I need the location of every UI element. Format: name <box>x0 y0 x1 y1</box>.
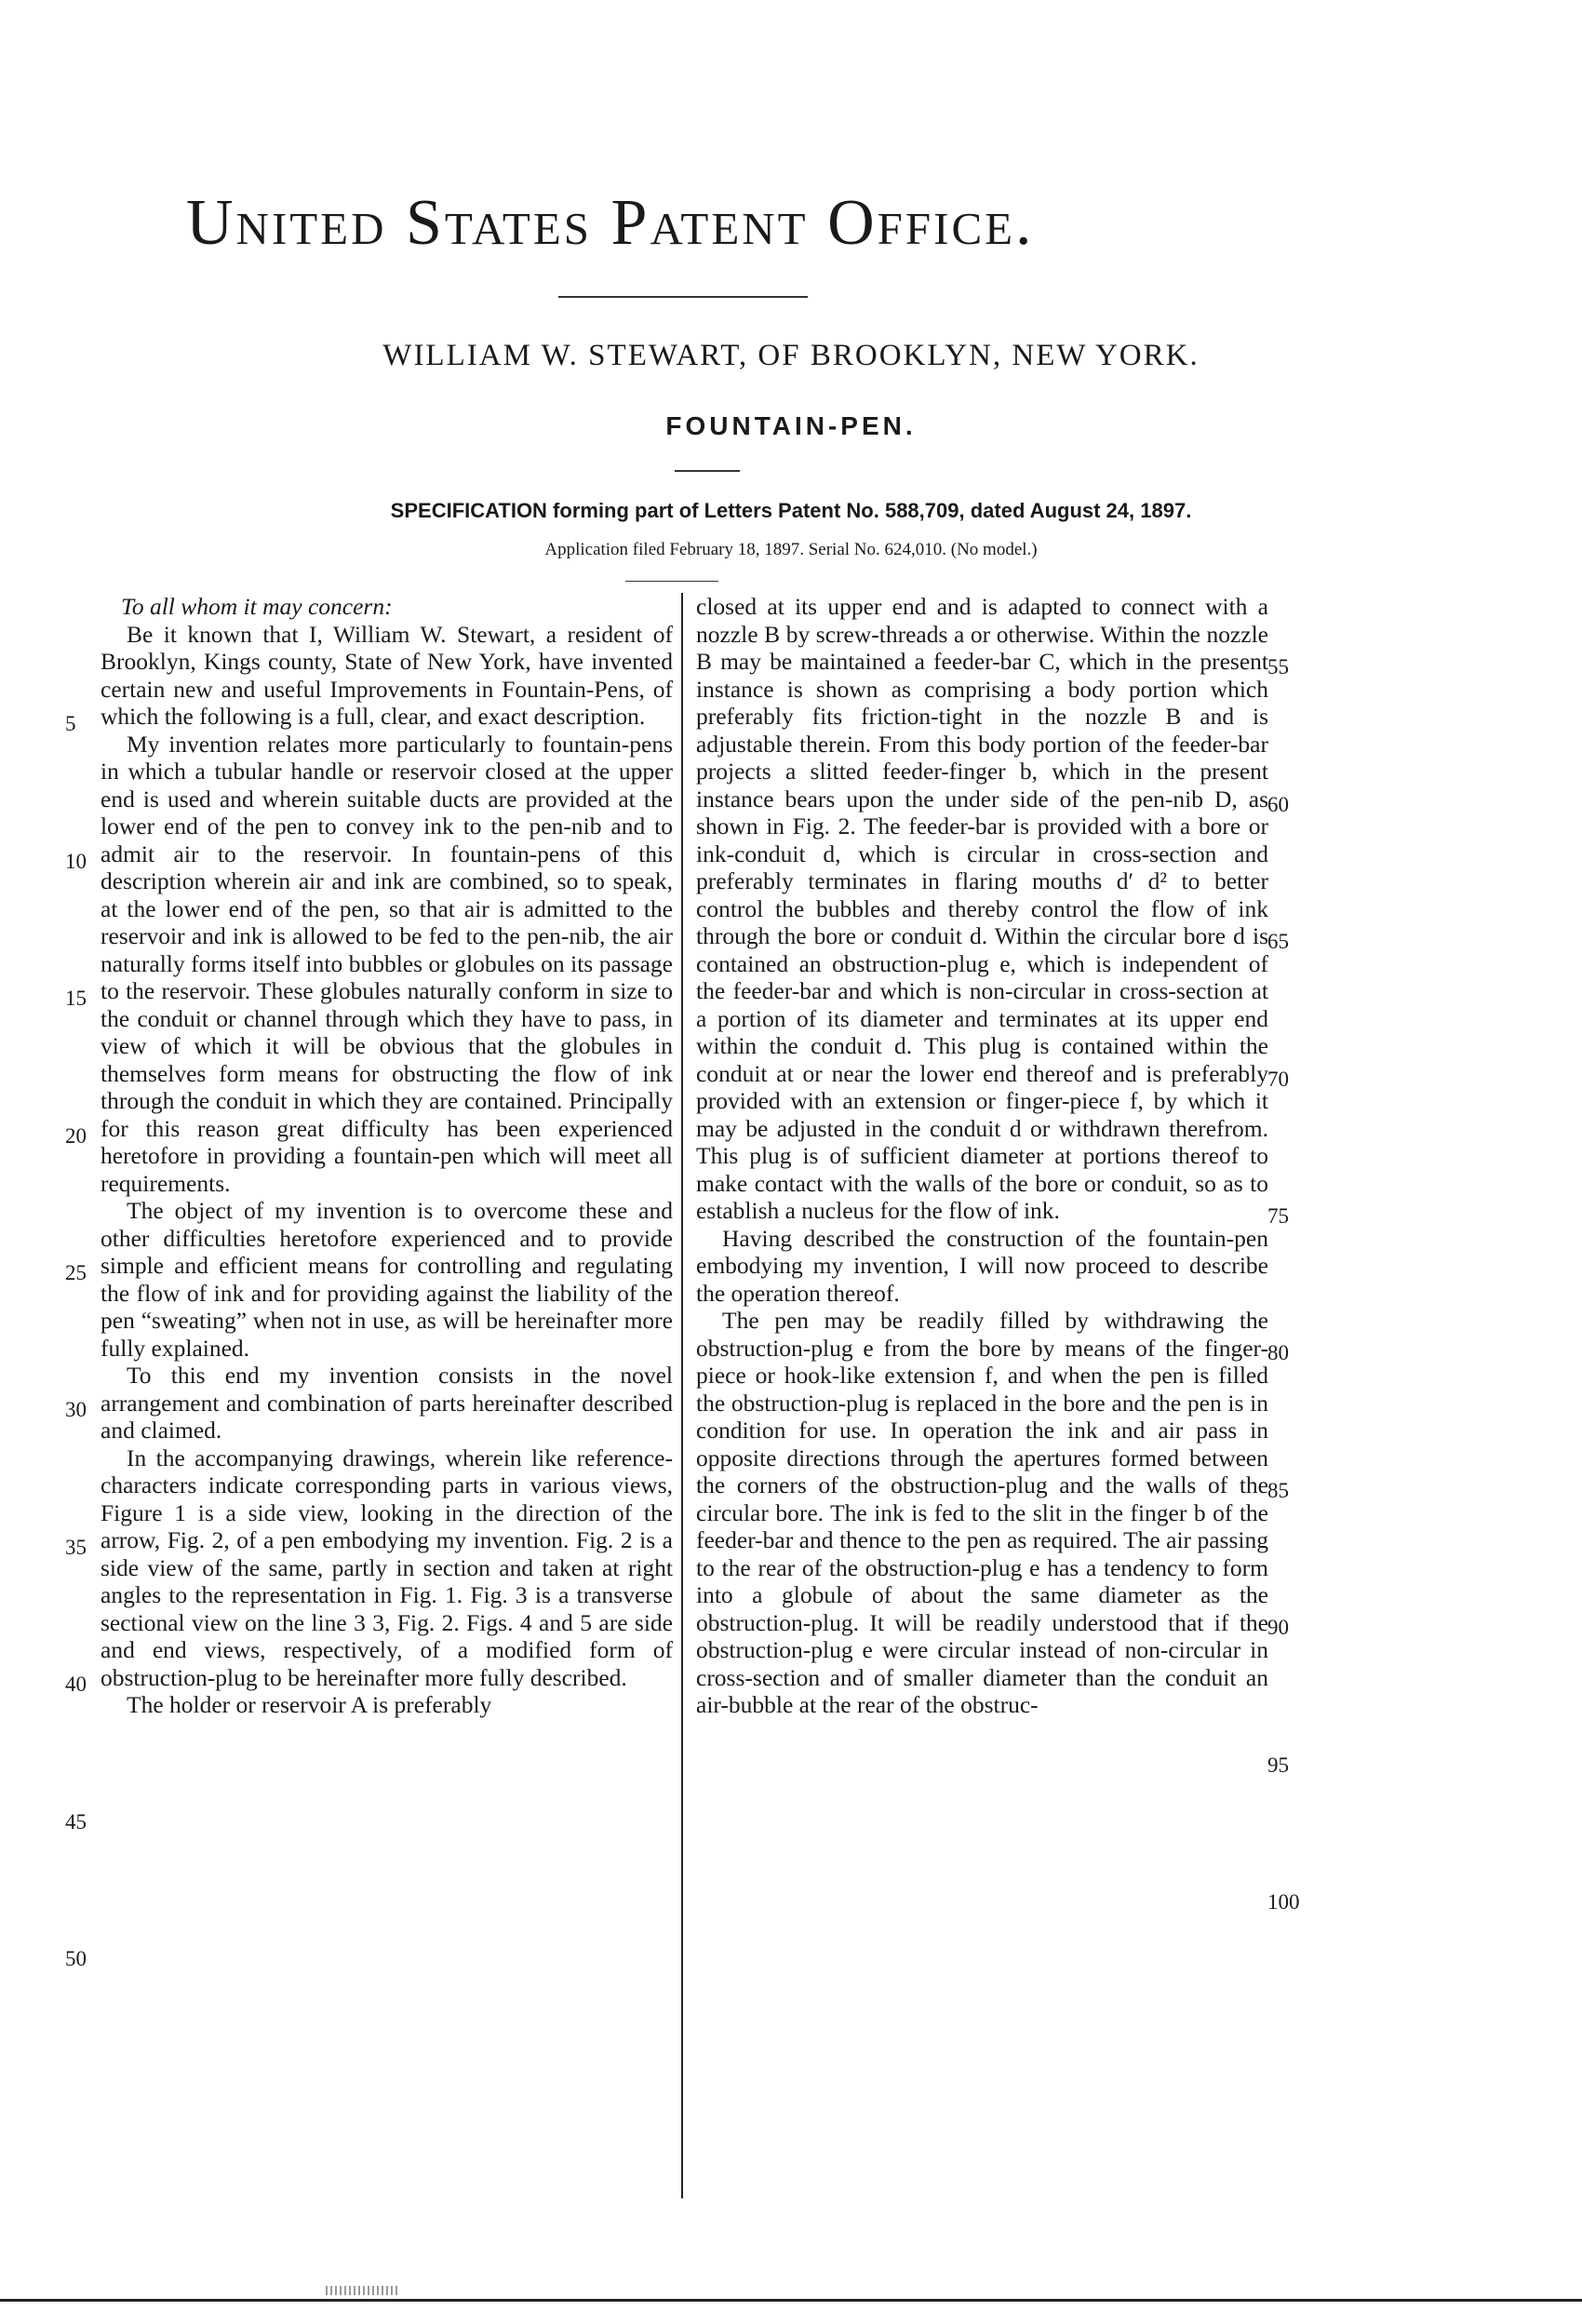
line-number: 30 <box>65 1398 87 1421</box>
invention-title: FOUNTAIN-PEN. <box>665 411 917 440</box>
paragraph: To this end my invention consists in the novel arrangement and combination of parts hereinafter described and claimed. <box>101 1362 673 1444</box>
paragraph: The object of my invention is to overcome these and other difficulties heretofore experienced and to provide simple and efficient means for controlling and regulating the flow of ink and for providing against the liability of the pen “sweating” when not in use, as will be hereinafter more fully explained. <box>101 1197 673 1362</box>
inventor-line: WILLIAM W. STEWART, OF BROOKLYN, NEW YORK. <box>382 339 1200 372</box>
specification-line: SPECIFICATION forming part of Letters Patent No. 588,709, dated August 24, 1897. <box>390 499 1192 522</box>
paragraph: The holder or reservoir A is preferably <box>127 1691 492 1718</box>
paragraph: closed at its upper end and is adapted to connect with a nozzle B by screw-threads a or otherwise. Within the nozzle B may be maintained a feeder-bar C, which in the present instance is shown as comprising a body portion which preferably fits friction-tight in the nozzle B and is adjustable therein. From this body portion of the feeder-bar projects a slitted feeder-finger b, which in the present instance bears upon the under side of the pen-nib D, as shown in Fig. 2. The feeder-bar is provided with a bore or ink-conduit d, which is circular in cross-section and preferably terminates in flaring mouths d′ d² to better control the bubbles and thereby control the flow of ink through the bore or conduit d. Within the circular bore d is contained an obstruction-plug e, which is independent of the feeder-bar and which is non-circular in cross-section at a portion of its diameter and terminates at its upper end within the conduit d. This plug is contained within the conduit at or near the lower end thereof and is preferably provided with an extension or finger-piece f, by which it may be adjusted in the conduit d or withdrawn therefrom. This plug is of sufficient diameter at portions thereof to make contact with the walls of the bore or conduit, so as to establish a nucleus for the flow of ink. <box>696 593 1268 1224</box>
print-smudge <box>326 2286 400 2295</box>
line-number: 10 <box>65 850 87 873</box>
paragraph: Having described the construction of the fountain-pen embodying my invention, I will now proceed to describe the operation thereof. <box>696 1224 1268 1307</box>
line-number: 35 <box>65 1536 87 1559</box>
paragraph: My invention relates more particularly to fountain-pens in which a tubular handle or reservoir closed at the upper end is used and wherein suitable ducts are provided at the lower end of the pen to convey ink to the pen-nib and to admit air to the reservoir. In fountain-pens of this description wherein air and ink are combined, so to speak, at the lower end of the pen, so that air is admitted to the reservoir and ink is allowed to be fed to the pen-nib, the air naturally forms itself into bubbles or globules on its passage to the reservoir. These globules naturally conform in size to the conduit or channel through which they have to pass, in view of which it will be obvious that the globules in themselves form means for obstructing the flow of ink through the conduit in which they are contained. Principally for this reason great difficulty has been experienced heretofore in providing a fountain-pen which will meet all requirements. <box>101 730 673 1197</box>
line-number: 80 <box>1267 1341 1289 1364</box>
line-number: 25 <box>65 1261 87 1284</box>
line-number: 100 <box>1267 1890 1300 1914</box>
line-number: 20 <box>65 1124 87 1148</box>
title-rule <box>675 470 740 472</box>
line-number: 75 <box>1267 1204 1289 1228</box>
line-number: 45 <box>65 1810 87 1834</box>
paragraph: Be it known that I, William W. Stewart, a resident of Brooklyn, Kings county, State of New York, have invented certain new and useful Improvements in Fountain-Pens, of which the following is a full, clear, and exact description. <box>101 620 673 730</box>
paragraph: In the accompanying drawings, wherein like reference-characters indicate corresponding parts in various views, Figure 1 is a side view, looking in the direction of the arrow, Fig. 2, of a pen embodying my invention. Fig. 2 is a side view of the same, partly in section and taken at right angles to the representation in Fig. 1. Fig. 3 is a transverse sectional view on the line 3 3, Fig. 2. Figs. 4 and 5 are side and end views, respectively, of a modified form of obstruction-plug to be hereinafter more fully described. <box>101 1444 673 1691</box>
line-number: 90 <box>1267 1616 1289 1639</box>
column-divider <box>681 593 683 2198</box>
line-number: 55 <box>1267 655 1289 678</box>
line-number: 85 <box>1267 1479 1289 1502</box>
header-rule <box>558 296 808 298</box>
line-number: 60 <box>1267 793 1289 816</box>
line-number: 50 <box>65 1947 87 1970</box>
salutation: To all whom it may concern: <box>121 593 393 620</box>
line-number: 95 <box>1267 1753 1289 1777</box>
office-title: United States Patent Office. <box>186 187 1035 259</box>
left-column <box>101 593 673 1719</box>
paragraph: The pen may be readily filled by withdrawing the obstruction-plug e from the bore by means of the finger-piece or hook-like extension f, and when the pen is filled the obstruction-plug is replaced in the bore and the pen is in condition for use. In operation the ink and air pass in opposite directions through the apertures formed between the corners of the obstruction-plug and the walls of the circular bore. The ink is fed to the slit in the finger b of the feeder-bar and thence to the pen as required. The air passing to the rear of the obstruction-plug e has a tendency to form into a globule of about the same diameter as the obstruction-plug. It will be readily understood that if the obstruction-plug e were circular instead of non-circular in cross-section and of smaller diameter than the conduit an air-bubble at the rear of the obstruc- <box>696 1307 1268 1718</box>
line-number: 15 <box>65 987 87 1010</box>
application-rule <box>625 581 718 582</box>
line-number: 70 <box>1267 1068 1289 1091</box>
right-column <box>696 593 1268 1719</box>
bottom-rule <box>0 2299 1582 2302</box>
line-number: 40 <box>65 1672 87 1696</box>
line-number: 5 <box>65 712 76 735</box>
application-line: Application filed February 18, 1897. Serial No. 624,010. (No model.) <box>544 540 1038 559</box>
line-number: 65 <box>1267 930 1289 953</box>
